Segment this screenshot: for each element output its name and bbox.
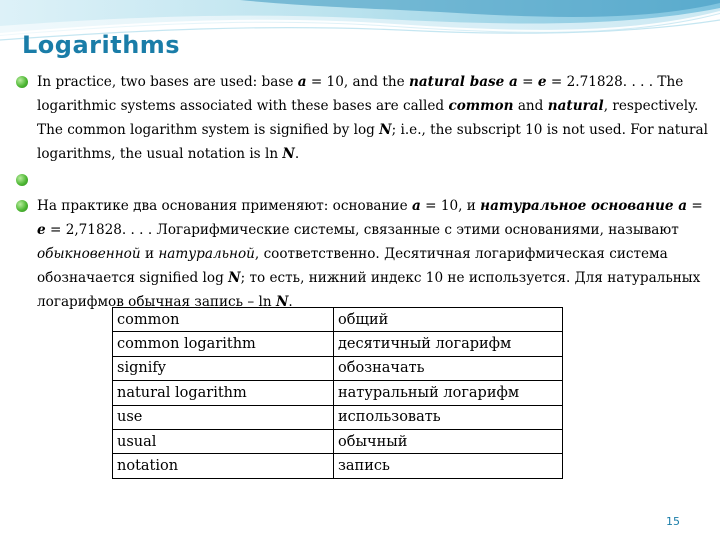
cell-russian: использовать (334, 405, 563, 429)
bullet-icon (16, 76, 28, 88)
cell-russian: запись (334, 454, 563, 478)
cell-russian: обозначать (334, 356, 563, 380)
var-n: N (282, 146, 295, 162)
table-row (113, 454, 563, 478)
text-run: ; i.e., the subscript 10 is not used. For natural logarithms, the usual notation is ln (37, 122, 708, 162)
bullet-icon (16, 174, 28, 186)
text-run: = 10, and the (306, 74, 409, 90)
text-run: = 10, и (420, 198, 481, 214)
bullet-russian (16, 194, 712, 314)
page-number: 15 (666, 515, 680, 528)
var-a: a (297, 74, 307, 90)
slide-content (16, 70, 712, 314)
cell-english: signify (113, 356, 334, 380)
table-row (113, 381, 563, 405)
slide-title: Logarithms (22, 31, 181, 59)
text-run: и (140, 246, 159, 262)
text-run: = (517, 74, 538, 90)
text-run: and (513, 98, 548, 114)
table-row (113, 429, 563, 453)
term-common: common (448, 98, 514, 114)
cell-russian: обычный (334, 429, 563, 453)
text-run: = (687, 198, 703, 214)
var-e: e (37, 222, 46, 238)
cell-russian: общий (334, 308, 563, 332)
term-natural-ru: натуральной (158, 246, 255, 262)
cell-english: notation (113, 454, 334, 478)
cell-english: usual (113, 429, 334, 453)
var-n: N (275, 294, 289, 310)
cell-english: use (113, 405, 334, 429)
term-common-ru: обыкновенной (37, 246, 141, 262)
cell-english: natural logarithm (113, 381, 334, 405)
var-n: N (379, 122, 392, 138)
vocabulary-table (112, 307, 563, 479)
text-run: . (288, 294, 293, 310)
text-run: . (294, 146, 300, 162)
text-run: = 2,71828. . . . Логарифмические системы, связанные с этими основаниями, называют (45, 222, 679, 238)
cell-russian: натуральный логарифм (334, 381, 563, 405)
table-row (113, 356, 563, 380)
cell-english: common logarithm (113, 332, 334, 356)
table-row (113, 405, 563, 429)
text-run: In practice, two bases are used: base (37, 74, 298, 90)
var-e: e (537, 74, 547, 90)
table-row (113, 308, 563, 332)
text-run: , соответственно. Десятичная логарифмическая система обозначается signified log (37, 246, 668, 286)
term-natural-base: натуральное основание a (480, 198, 688, 214)
table-row (113, 332, 563, 356)
bullet-english (16, 70, 712, 166)
cell-russian: десятичный логарифм (334, 332, 563, 356)
var-a: a (411, 198, 421, 214)
text-run: ; то есть, нижний индекс 10 не используется. Для натуральных логарифмов обычная запись – ln (37, 270, 701, 310)
text-run: , respectively. The common logarithm system is signified by log (37, 98, 699, 138)
bullet-icon (16, 200, 28, 212)
term-natural: natural (547, 98, 604, 114)
term-natural-base: natural base a (408, 74, 518, 90)
var-n: N (228, 270, 241, 286)
cell-english: common (113, 308, 334, 332)
bullet-empty (16, 168, 712, 192)
text-run: На практике два основания применяют: основание (37, 198, 412, 214)
text-run: = 2.71828. . . . The logarithmic systems associated with these bases are called (37, 74, 684, 114)
